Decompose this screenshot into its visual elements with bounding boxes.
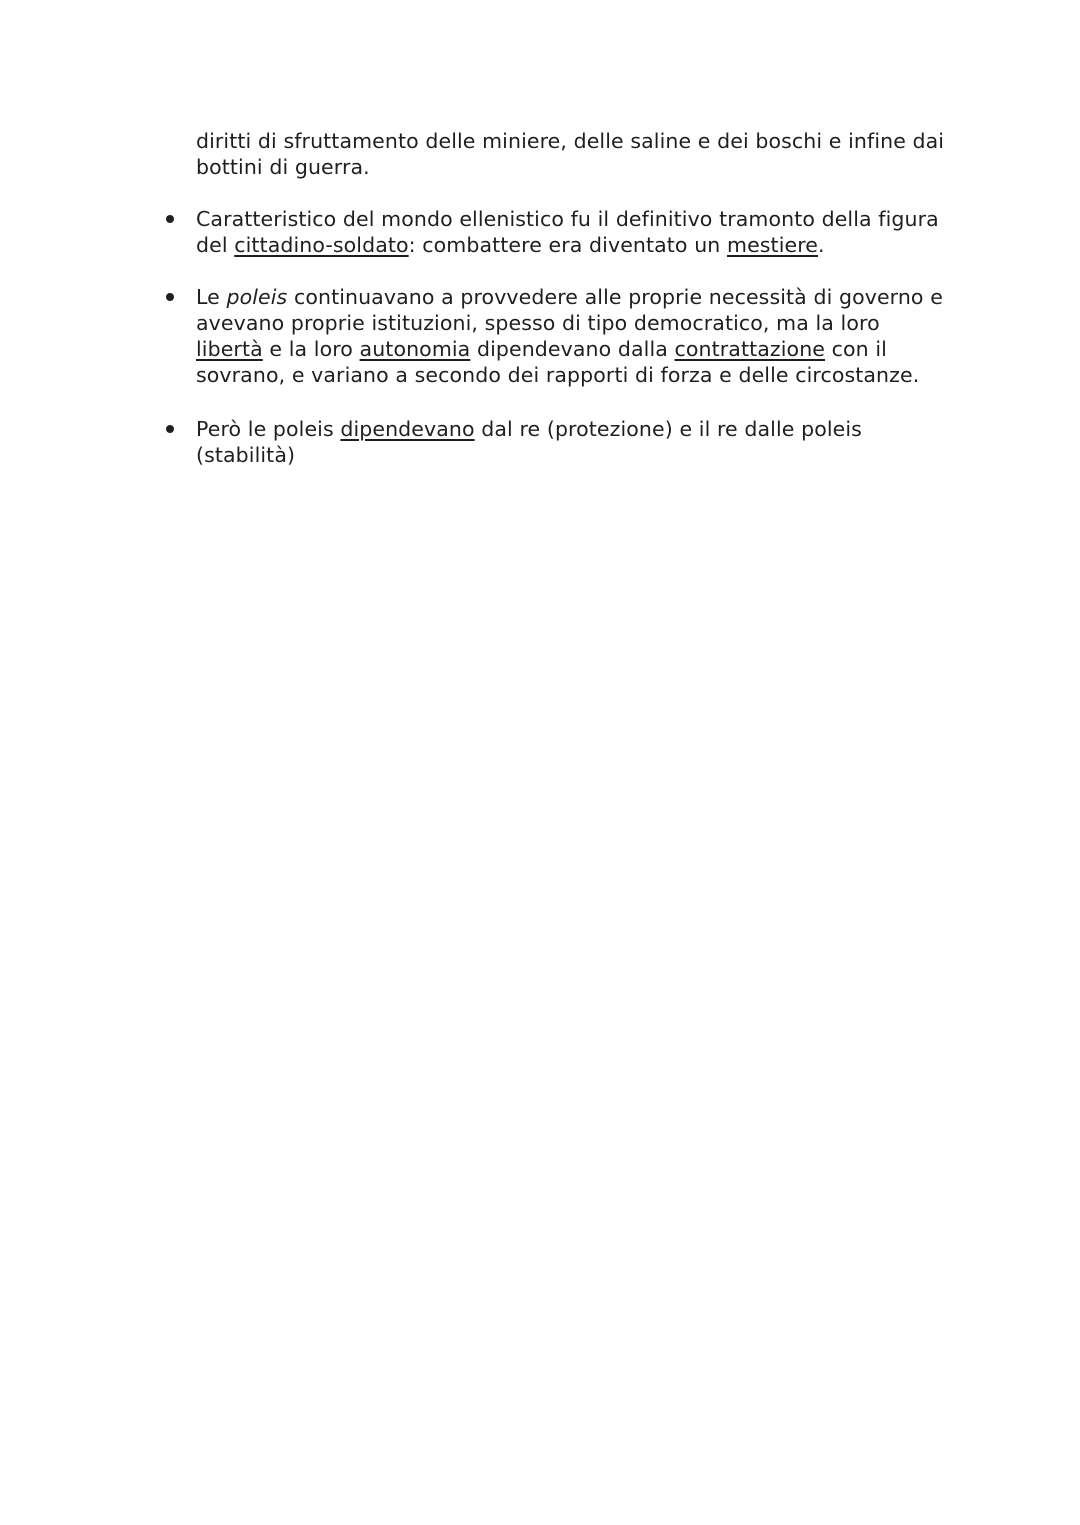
paragraph-line: diritti di sfruttamento delle miniere, delle saline e dei boschi e infine dai <box>196 129 945 153</box>
text-run: . <box>818 233 825 257</box>
underlined-term-cittadino-soldato: cittadino-soldato <box>234 233 409 257</box>
underlined-term-mestiere: mestiere <box>727 233 818 257</box>
bullet-item-2 <box>196 284 956 388</box>
underlined-term-liberta: libertà <box>196 337 263 361</box>
text-run: dipendevano dalla <box>470 337 675 361</box>
bullet-item-1 <box>196 206 956 258</box>
bullet-dot <box>166 215 174 223</box>
bullet-line: sovrano, e variano a secondo dei rapporti di forza e delle circostanze. <box>196 363 920 387</box>
text-run: del <box>196 233 235 257</box>
bullet-line: avevano proprie istituzioni, spesso di tipo democratico, ma la loro <box>196 311 880 335</box>
bullet-line <box>196 232 956 258</box>
bullet-line <box>196 416 956 442</box>
bullet-item-3 <box>196 416 956 468</box>
italic-term-poleis: poleis <box>226 285 288 309</box>
bullet-line <box>196 336 956 362</box>
underlined-term-dipendevano: dipendevano <box>340 417 475 441</box>
underlined-term-autonomia: autonomia <box>359 337 471 361</box>
bullet-dot <box>166 425 174 433</box>
text-run: Però le poleis <box>196 417 341 441</box>
text-run: Le <box>196 285 227 309</box>
bullet-line <box>196 284 956 310</box>
text-run: e la loro <box>262 337 360 361</box>
underlined-term-contrattazione: contrattazione <box>674 337 826 361</box>
text-run: con il <box>825 337 887 361</box>
text-run: : combattere era diventato un <box>408 233 727 257</box>
bullet-dot <box>166 293 174 301</box>
bullet-line: Caratteristico del mondo ellenistico fu il definitivo tramonto della figura <box>196 207 939 231</box>
bullet-line: (stabilità) <box>196 443 296 467</box>
text-run: dal re (protezione) e il re dalle poleis <box>474 417 862 441</box>
paragraph-line: bottini di guerra. <box>196 155 370 179</box>
text-run: continuavano a provvedere alle proprie necessità di governo e <box>287 285 943 309</box>
continuation-paragraph <box>196 128 956 180</box>
